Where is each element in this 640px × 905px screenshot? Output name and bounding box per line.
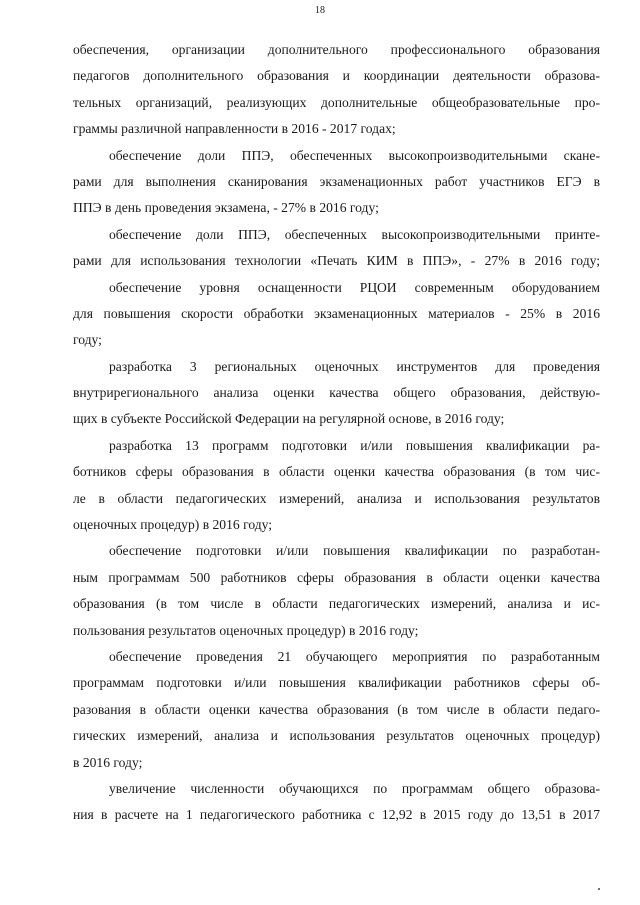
text-line: обеспечение проведения 21 обучающего мероприятия по разработанным	[109, 648, 600, 664]
paragraph	[73, 776, 600, 829]
text-line: разработка 13 программ подготовки и/или повышения квалификации ра-	[109, 437, 600, 453]
paragraph	[73, 354, 600, 433]
paragraph	[73, 538, 600, 644]
page-number: 18	[315, 5, 325, 16]
paragraph	[73, 275, 600, 354]
text-line: обеспечение доли ППЭ, обеспеченных высокопроизводительными скане-	[109, 147, 600, 163]
text-line: разработка 3 региональных оценочных инструментов для проведения	[109, 358, 600, 374]
text-line: ботников сферы образования в области оценки качества образования (в том чис-	[73, 464, 600, 480]
scan-speck	[598, 888, 600, 890]
text-line: ным программам 500 работников сферы образования в области оценки качества	[73, 569, 600, 585]
paragraph	[73, 222, 600, 275]
paragraph	[73, 37, 600, 143]
text-line: для повышения скорости обработки экзаменационных материалов - 25% в 2016	[73, 305, 600, 321]
text-line: рами для использования технологии «Печать КИМ в ППЭ», - 27% в 2016 году;	[73, 253, 600, 269]
text-line: ППЭ в день проведения экзамена, - 27% в 2016 году;	[73, 200, 379, 216]
text-line: пользования результатов оценочных процедур) в 2016 году;	[73, 622, 419, 638]
paragraph	[73, 433, 600, 539]
text-line: ния в расчете на 1 педагогического работника с 12,92 в 2015 году до 13,51 в 2017	[73, 807, 600, 823]
text-line: обеспечение уровня оснащенности РЦОИ современным оборудованием	[109, 279, 600, 295]
text-line: образования (в том числе в области педагогических измерений, анализа и ис-	[73, 596, 600, 612]
text-line: оценочных процедур) в 2016 году;	[73, 517, 273, 533]
text-line: обеспечение доли ППЭ, обеспеченных высокопроизводительными принте-	[109, 226, 600, 242]
text-line: рами для выполнения сканирования экзаменационных работ участников ЕГЭ в	[73, 173, 600, 189]
document-body	[73, 37, 600, 829]
text-line: программам подготовки и/или повышения квалификации работников сферы об-	[73, 675, 600, 691]
text-line: в 2016 году;	[73, 754, 143, 770]
text-line: разования в области оценки качества образования (в том числе в области педаго-	[73, 701, 600, 717]
text-line: щих в субъекте Российской Федерации на регулярной основе, в 2016 году;	[73, 411, 505, 427]
paragraph	[73, 644, 600, 776]
text-line: тельных организаций, реализующих дополнительные общеобразовательные про-	[73, 94, 600, 110]
text-line: увеличение численности обучающихся по программам общего образова-	[109, 780, 600, 796]
text-line: году;	[73, 332, 102, 348]
text-line: обеспечение подготовки и/или повышения квалификации по разработан-	[109, 543, 600, 559]
text-line: граммы различной направленности в 2016 - 2017 годах;	[73, 121, 396, 137]
paragraph	[73, 143, 600, 222]
text-line: обеспечения, организации дополнительного профессионального образования	[73, 42, 600, 57]
text-line: внутрирегионального анализа оценки качества общего образования, действую-	[73, 385, 600, 401]
text-line: ле в области педагогических измерений, анализа и использования результатов	[73, 490, 600, 506]
text-line: педагогов дополнительного образования и координации деятельности образова-	[73, 68, 600, 84]
text-line: гических измерений, анализа и использования результатов оценочных процедур)	[73, 728, 600, 744]
